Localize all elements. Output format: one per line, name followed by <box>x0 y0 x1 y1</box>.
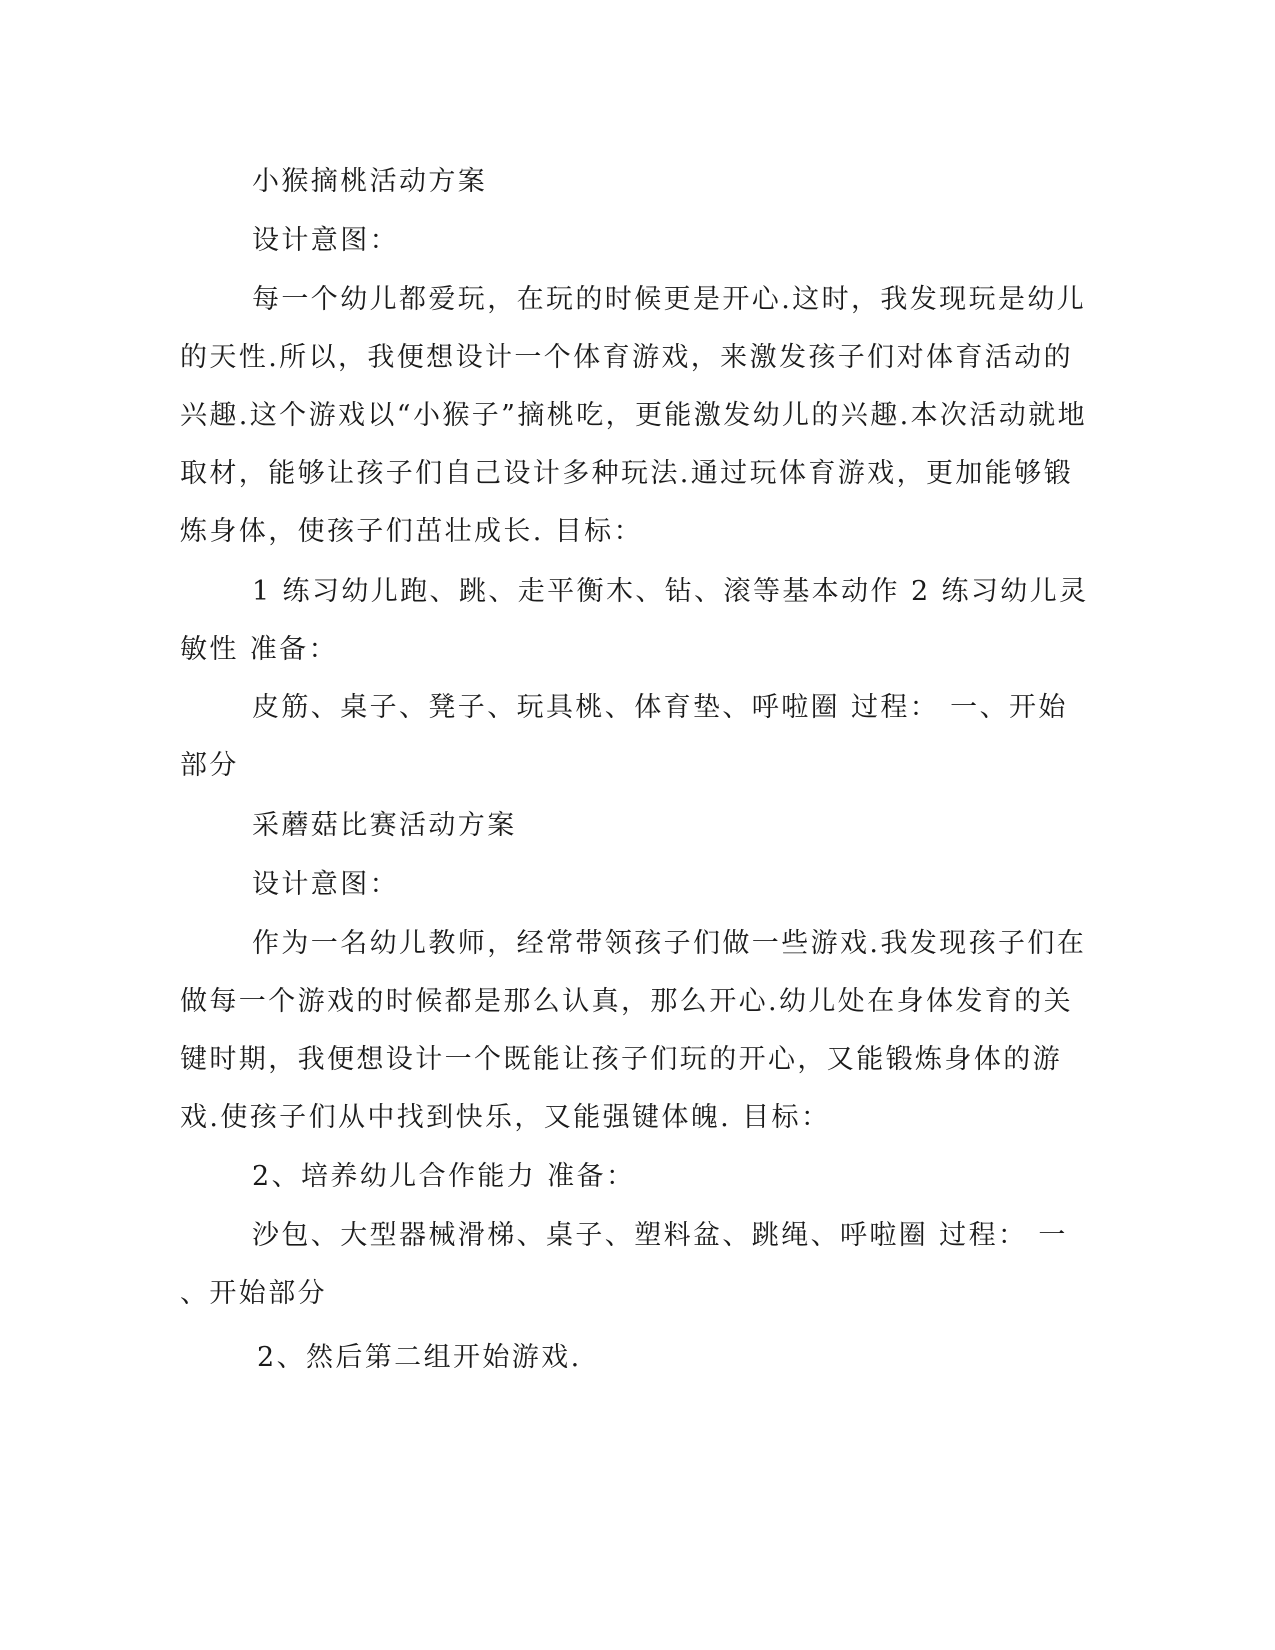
paragraph-line: 戏.使孩子们从中找到快乐，又能强键体魄. 目标： <box>180 1102 831 1133</box>
paragraph-line: 取材，能够让孩子们自己设计多种玩法.通过玩体育游戏，更加能够锻 <box>180 458 1073 489</box>
paragraph-line: 炼身体，使孩子们茁壮成长. 目标： <box>180 516 643 547</box>
paragraph-line: 做每一个游戏的时候都是那么认真，那么开心.幼儿处在身体发育的关 <box>180 986 1073 1017</box>
paragraph-line: 兴趣.这个游戏以“小猴子”摘桃吃，更能激发幼儿的兴趣.本次活动就地 <box>180 400 1087 431</box>
final-line: 2、然后第二组开始游戏. <box>257 1342 582 1373</box>
goal-line: 1 练习幼儿跑、跳、走平衡木、钻、滚等基本动作 2 练习幼儿灵 <box>252 576 1089 607</box>
paragraph-line: 作为一名幼儿教师，经常带领孩子们做一些游戏.我发现孩子们在 <box>252 928 1087 959</box>
prep-line: 、开始部分 <box>180 1278 327 1309</box>
section-title: 小猴摘桃活动方案 <box>252 166 488 197</box>
intent-label: 设计意图： <box>252 225 399 256</box>
paragraph-line: 每一个幼儿都爱玩，在玩的时候更是开心.这时，我发现玩是幼儿 <box>252 284 1087 315</box>
paragraph-line: 的天性.所以，我便想设计一个体育游戏，来激发孩子们对体育活动的 <box>180 342 1073 373</box>
goal-line: 2、培养幼儿合作能力 准备： <box>252 1161 636 1192</box>
prep-line: 沙包、大型器械滑梯、桌子、塑料盆、跳绳、呼啦圈 过程： 一 <box>252 1220 1068 1251</box>
prep-line: 皮筋、桌子、凳子、玩具桃、体育垫、呼啦圈 过程： 一、开始 <box>252 692 1068 723</box>
section-title: 采蘑菇比赛活动方案 <box>252 810 517 841</box>
prep-line: 部分 <box>180 750 239 781</box>
paragraph-line: 键时期，我便想设计一个既能让孩子们玩的开心，又能锻炼身体的游 <box>180 1044 1062 1075</box>
goal-line: 敏性 准备： <box>180 634 338 665</box>
intent-label: 设计意图： <box>252 869 399 900</box>
